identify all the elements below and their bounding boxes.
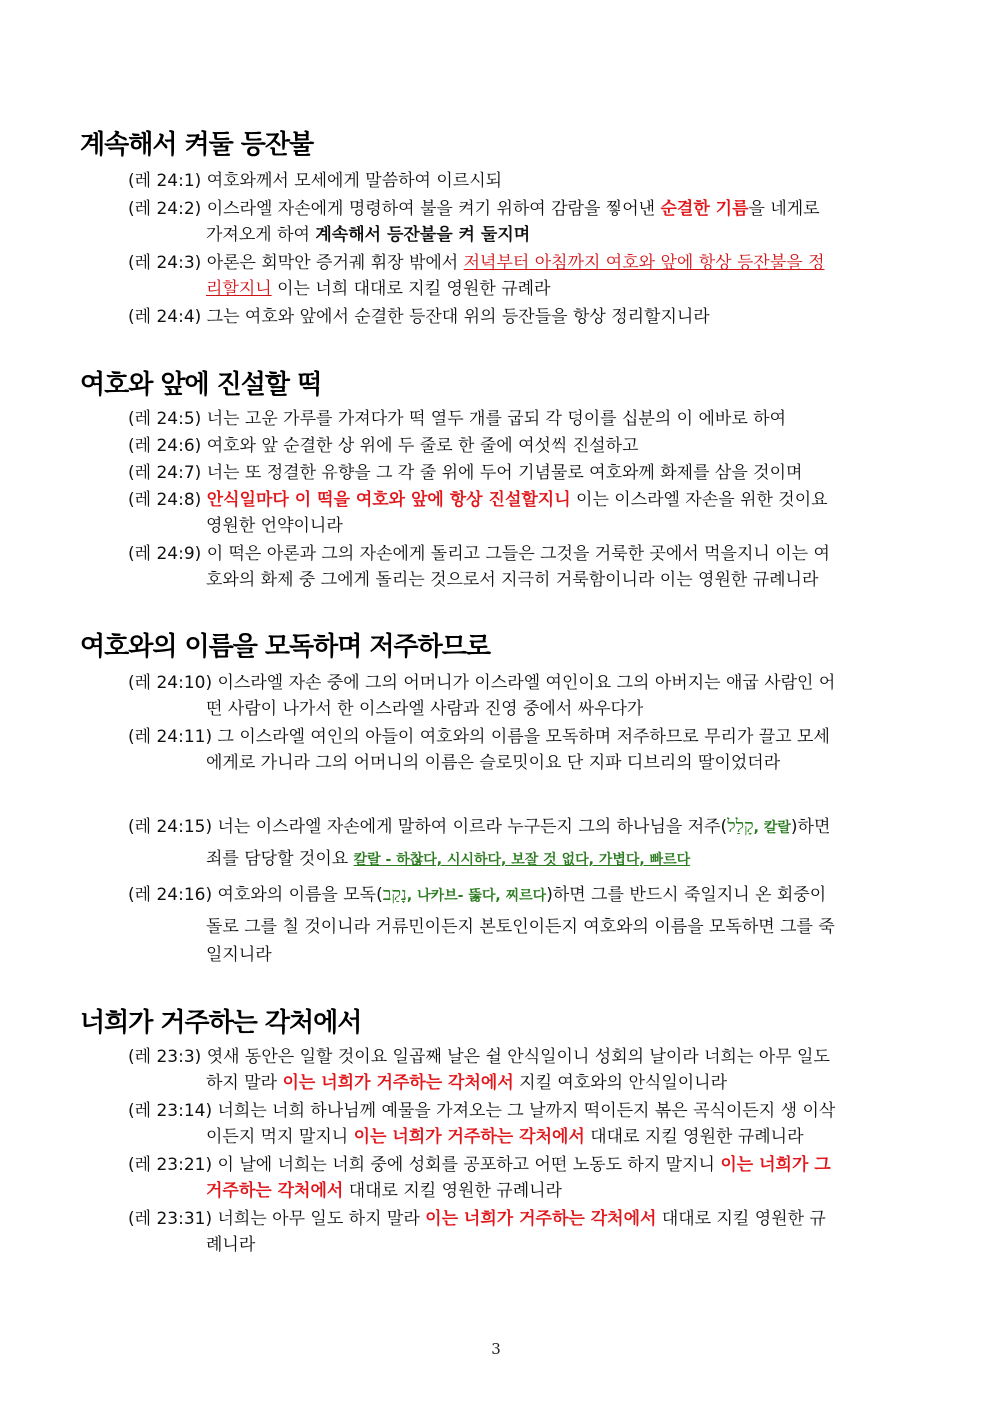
verse-ref: (레 23:14) [128, 1101, 213, 1121]
verse-highlight: 이는 너희가 거주하는 각처에서 [353, 1127, 585, 1147]
verse-text: 여호와의 이름을 모독( [217, 885, 383, 905]
verse-continuation: 호와의 화제 중 그에게 돌리는 것으로서 지극히 거룩함이니라 이는 영원한 규례니라 [206, 570, 819, 590]
verse-text: 대대로 지킬 영원한 규 [656, 1209, 826, 1229]
verse-line [128, 541, 858, 567]
verse-ref: (레 23:21) [128, 1155, 213, 1175]
verse-line [128, 406, 858, 432]
verse-text: 엿새 동안은 일할 것이요 일곱째 날은 쉴 안식일이니 성회의 날이라 너희는 아무 일도 [206, 1047, 830, 1067]
page-number: 3 [491, 1340, 501, 1358]
verse-text: 이 떡은 아론과 그의 자손에게 돌리고 그들은 그것을 거룩한 곳에서 먹을지니 이는 여 [206, 544, 830, 564]
verse-continuation [206, 846, 690, 873]
verse-underline: 저녁부터 아침까지 여호와 앞에 항상 등잔불을 정 [463, 253, 825, 273]
verse-ref: (레 24:8) [128, 490, 202, 510]
verse-line [128, 670, 858, 696]
verse-text: )하면 그를 반드시 죽일지니 온 회중이 [546, 885, 827, 905]
verse-line [128, 304, 858, 330]
verse-line [128, 1098, 858, 1124]
verse-continuation: 에게로 가니라 그의 어머니의 이름은 슬로밋이요 단 지파 디브리의 딸이었더라 [206, 753, 781, 773]
verse-continuation: 돌로 그를 칠 것이니라 거류민이든지 본토인이든지 여호와의 이름을 모독하면 그를 죽 [206, 917, 835, 937]
verse-continuation: 일지니라 [206, 945, 272, 965]
verse-continuation [206, 276, 550, 302]
verse-text: 너는 고운 가루를 가져다가 떡 열두 개를 굽되 각 덩이를 십분의 이 에바로 하여 [206, 409, 787, 429]
verse-text: 너희는 너희 하나님께 예물을 가져오는 그 날까지 떡이든지 볶은 곡식이든지 생 이삭 [217, 1101, 836, 1121]
verse-text: 가져오게 하여 [206, 225, 316, 245]
verse-bold: 계속해서 등잔불을 켜 둘지며 [315, 225, 531, 245]
verse-underline: 리할지니 [206, 279, 272, 299]
verse-continuation [206, 1178, 562, 1204]
verse-continuation: 영원한 언약이니라 [206, 516, 343, 536]
verse-text: 너희는 아무 일도 하지 말라 [217, 1209, 426, 1229]
verse-line [128, 1152, 858, 1178]
verse-continuation [206, 222, 530, 248]
verse-text: 이스라엘 자손 중에 그의 어머니가 이스라엘 여인이요 그의 아버지는 애굽 사람인 어 [217, 673, 836, 693]
verse-text: 을 네게로 [748, 199, 820, 219]
transliteration: , 나카브- 뚫다, 찌르다 [406, 888, 547, 904]
verse-ref: (레 24:3) [128, 253, 202, 273]
verse-text: 이스라엘 자손에게 명령하여 불을 켜기 위하여 감람을 찧어낸 [206, 199, 661, 219]
verse-line [128, 433, 858, 459]
verse-highlight: 안식일마다 이 떡을 여호와 앞에 항상 진설할지니 [206, 490, 571, 510]
verse-highlight: 이는 너희가 그 [720, 1155, 831, 1175]
verse-text: 이는 이스라엘 자손을 위한 것이요 [570, 490, 828, 510]
verse-ref: (레 24:9) [128, 544, 202, 564]
verse-highlight: 거주하는 각처에서 [206, 1181, 344, 1201]
verse-text: 이든지 먹지 말지니 [206, 1127, 354, 1147]
verse-text: 너는 이스라엘 자손에게 말하여 이르라 누구든지 그의 하나님을 저주( [217, 817, 728, 837]
verse-line [128, 460, 858, 486]
section-heading: 여호와 앞에 진설할 떡 [80, 370, 322, 400]
transliteration: , 칼랄 [753, 820, 791, 836]
verse-continuation [206, 1070, 727, 1096]
section-heading: 계속해서 켜둘 등잔불 [80, 130, 314, 160]
verse-ref: (레 24:6) [128, 436, 202, 456]
section-heading: 여호와의 이름을 모독하며 저주하므로 [80, 632, 491, 662]
verse-line [128, 1044, 858, 1070]
verse-ref: (레 23:3) [128, 1047, 202, 1067]
verse-text: 죄를 담당할 것이요 [206, 849, 354, 869]
verse-ref: (레 24:4) [128, 307, 202, 327]
verse-text: 여호와 앞 순결한 상 위에 두 줄로 한 줄에 여섯씩 진설하고 [206, 436, 639, 456]
verse-ref: (레 24:7) [128, 463, 202, 483]
verse-ref: (레 24:1) [128, 171, 202, 191]
verse-continuation: 례니라 [206, 1235, 256, 1255]
hebrew-word: נָקַב [382, 884, 407, 905]
verse-text: 이 날에 너희는 너희 중에 성회를 공포하고 어떤 노동도 하지 말지니 [217, 1155, 721, 1175]
definition-note: 칼랄 - 하찮다, 시시하다, 보잘 것 없다, 가볍다, 빠르다 [353, 852, 691, 868]
verse-text: 대대로 지킬 영원한 규례니라 [584, 1127, 804, 1147]
verse-highlight: 이는 너희가 거주하는 각처에서 [282, 1073, 514, 1093]
verse-continuation: 떤 사람이 나가서 한 이스라엘 사람과 진영 중에서 싸우다가 [206, 699, 644, 719]
verse-line [128, 882, 858, 909]
verse-line [128, 250, 858, 276]
verse-line [128, 487, 858, 513]
verse-text: 여호와께서 모세에게 말씀하여 이르시되 [206, 171, 503, 191]
section-heading: 너희가 거주하는 각처에서 [80, 1008, 362, 1038]
verse-line [128, 724, 858, 750]
verse-ref: (레 24:11) [128, 727, 213, 747]
verse-text: 그는 여호와 앞에서 순결한 등잔대 위의 등잔들을 항상 정리할지니라 [206, 307, 710, 327]
verse-ref: (레 24:2) [128, 199, 202, 219]
verse-line [128, 168, 858, 194]
verse-line [128, 1206, 858, 1232]
verse-highlight: 순결한 기름 [660, 199, 749, 219]
verse-text: 지킬 여호와의 안식일이니라 [513, 1073, 728, 1093]
verse-ref: (레 24:5) [128, 409, 202, 429]
verse-text: 하지 말라 [206, 1073, 283, 1093]
verse-ref: (레 24:10) [128, 673, 213, 693]
verse-text: )하면 [790, 817, 831, 837]
verse-text: 너는 또 정결한 유향을 그 각 줄 위에 두어 기념물로 여호와께 화제를 삼을 것이며 [206, 463, 803, 483]
verse-line [128, 196, 858, 222]
verse-text: 아론은 회막안 증거궤 휘장 밖에서 [206, 253, 464, 273]
verse-text: 이는 너희 대대로 지킬 영원한 규례라 [271, 279, 551, 299]
verse-ref: (레 24:16) [128, 885, 213, 905]
verse-ref: (레 24:15) [128, 817, 213, 837]
verse-continuation [206, 1124, 804, 1150]
verse-text: 대대로 지킬 영원한 규례니라 [343, 1181, 562, 1201]
verse-highlight: 이는 너희가 거주하는 각처에서 [425, 1209, 657, 1229]
verse-line [128, 814, 858, 841]
verse-ref: (레 23:31) [128, 1209, 213, 1229]
hebrew-word: קָלַל [727, 816, 754, 837]
verse-text: 그 이스라엘 여인의 아들이 여호와의 이름을 모독하며 저주하므로 무리가 끌고 모세 [217, 727, 830, 747]
